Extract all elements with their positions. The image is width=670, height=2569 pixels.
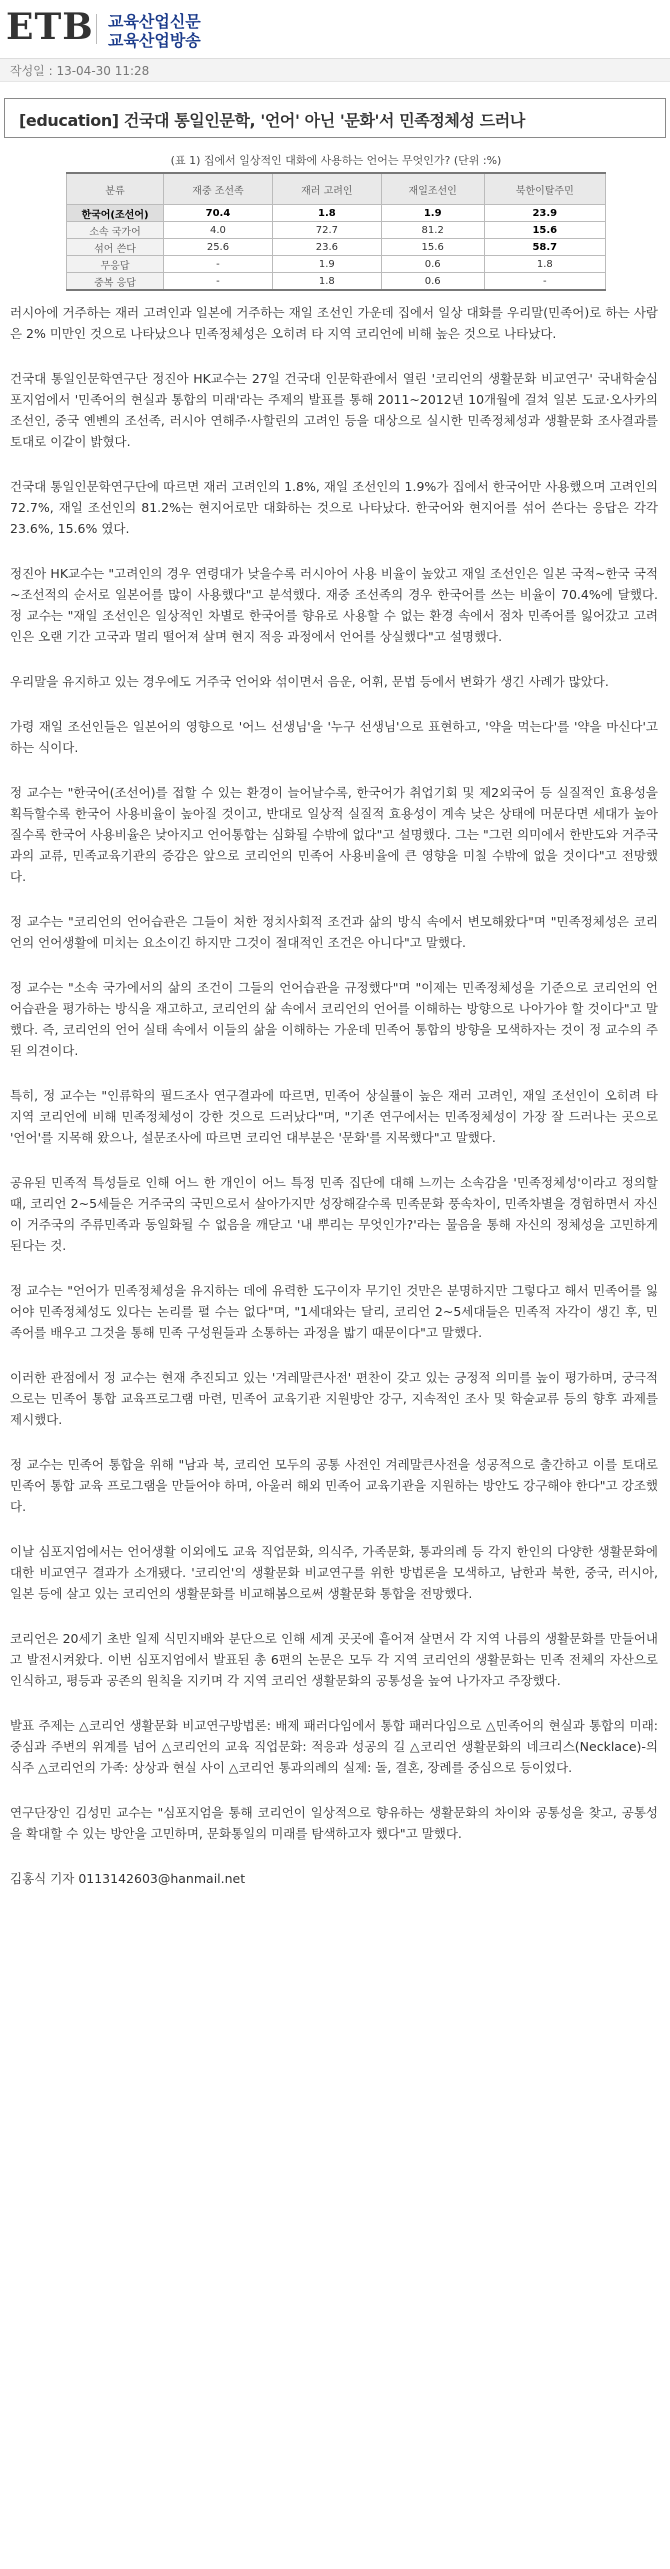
- table-cell: 23.6: [272, 239, 381, 256]
- table-cell: 81.2: [381, 222, 484, 239]
- article-paragraph: 정 교수는 "소속 국가에서의 삶의 조건이 그들의 언어습관을 규정했다"며 "이제는 민족정체성을 기준으로 코리언의 언어습관을 평가하는 방식을 재고하고, 코리언의 삶 속에서 코리언의 언어를 이해하는 방향으로 나아가야 할 것이다"고 말했다. 즉, 코리언의 언어 실태 속에서 이들의 삶을 이해하는 가운데 민족어 통합의 방향을 모색하자는 것이 정 교수의 주된 의견이다.: [10, 980, 658, 1058]
- article-paragraph: 코리언은 20세기 초반 일제 식민지배와 분단으로 인해 세계 곳곳에 흩어져 살면서 각 지역 나름의 생활문화를 만들어내고 발전시켜왔다. 이번 심포지엄에서 발표된 총 6편의 논문은 모두 각 지역 코리언의 생활문화는 민족 전체의 자산으로 인식하고, 평등과 공존의 원칙을 지키며 각 지역 코리언 생활문화의 공통성을 높여 나가자고 주장했다.: [10, 1631, 658, 1688]
- table-cell: 23.9: [484, 205, 605, 222]
- table-row: [67, 239, 606, 256]
- table-row: [67, 273, 606, 291]
- article-paragraph: 정 교수는 "코리언의 언어습관은 그들이 처한 정치사회적 조건과 삶의 방식 속에서 변모해왔다"며 "민족정체성은 코리언의 언어생활에 미치는 요소이긴 하지만 그것이 절대적인 조건은 아니다"고 말했다.: [10, 914, 658, 950]
- table-row: [67, 256, 606, 273]
- table-cell: 72.7: [272, 222, 381, 239]
- site-logo[interactable]: ETB: [6, 6, 94, 48]
- table-cell: 0.6: [381, 273, 484, 291]
- table-header-cell: 재중 조선족: [164, 173, 273, 205]
- table-row: [67, 205, 606, 222]
- table-header-cell: 북한이탈주민: [484, 173, 605, 205]
- table-cell: 25.6: [164, 239, 273, 256]
- table-cell: 4.0: [164, 222, 273, 239]
- brand-line-1[interactable]: 교육산업신문: [108, 12, 201, 31]
- table-cell: -: [484, 273, 605, 291]
- table-cell: 58.7: [484, 239, 605, 256]
- article-body: [10, 302, 658, 1913]
- article-paragraph: 정 교수는 "한국어(조선어)를 접할 수 있는 환경이 늘어날수록, 한국어가 취업기회 및 제2외국어 등 실질적인 효용성을 획득할수록 한국어 사용비율이 높아질 것이고, 반대로 일상적 실질적 효용성이 계속 낮은 상태에 머문다면 세대가 높아질수록 한국어 사용비율은 낮아지고 언어통합는 심화될 수밖에 없다"고 설명했다. 그는 "그런 의미에서 한반도와 거주국과의 교류, 민족교육기관의 증감은 앞으로 코리언의 민족어 사용비율에 큰 영향을 미칠 수밖에 없을 것이다"고 전망했다.: [10, 785, 658, 884]
- brand-names: [108, 12, 201, 50]
- article-paragraph: 러시아에 거주하는 재러 고려인과 일본에 거주하는 재일 조선인 가운데 집에서 일상 대화를 우리말(민족어)로 하는 사람은 2% 미만인 것으로 나타났으나 민족정체성은 오히려 타 지역 코리언에 비해 높은 것으로 나타났다.: [10, 305, 658, 341]
- site-header: [0, 0, 670, 58]
- article-headline: [education] 건국대 통일인문학, '언어' 아닌 '문화'서 민족정체성 드러나: [19, 111, 525, 130]
- article-paragraph: 연구단장인 김성민 교수는 "심포지엄을 통해 코리언이 일상적으로 향유하는 생활문화의 차이와 공통성을 찾고, 공통성을 확대할 수 있는 방안을 고민하며, 문화통일의 미래를 탐색하고자 했다"고 말했다.: [10, 1805, 658, 1841]
- table-cell: 1.9: [381, 205, 484, 222]
- article-paragraph: 특히, 정 교수는 "인류학의 필드조사 연구결과에 따르면, 민족어 상실률이 높은 재러 고려인, 재일 조선인이 오히려 타 지역 코리언에 비해 민족정체성이 강한 것으로 드러났다"며, "기존 연구에서는 민족정체성이 가장 잘 드러나는 곳으로 '언어'를 지목해 왔으나, 설문조사에 따르면 코리언 대부분은 '문화'를 지목했다"고 말했다.: [10, 1088, 658, 1145]
- table-header-row: [67, 173, 606, 205]
- table-row: [67, 222, 606, 239]
- article-paragraph: 가령 재일 조선인들은 일본어의 영향으로 '어느 선생님'을 '누구 선생님'으로 표현하고, '약을 먹는다'를 '약을 마신다'고 하는 식이다.: [10, 719, 658, 755]
- article-paragraph: 정 교수는 "언어가 민족정체성을 유지하는 데에 유력한 도구이자 무기인 것만은 분명하지만 그렇다고 해서 민족어를 잃어야 민족정체성도 있다는 논리를 펼 수는 없다"며, "1세대와는 달리, 코리언 2~5세대들은 민족적 자각이 생긴 후, 민족어를 배우고 그것을 통해 민족 구성원들과 소통하는 과정을 밟기 때문이다"고 말했다.: [10, 1283, 658, 1340]
- survey-table: [66, 172, 606, 291]
- headline-box: [4, 98, 666, 138]
- table-header-cell: 분류: [67, 173, 164, 205]
- article-paragraph: 우리말을 유지하고 있는 경우에도 거주국 언어와 섞이면서 음운, 어휘, 문법 등에서 변화가 생긴 사례가 많았다.: [10, 674, 609, 689]
- table-cell: 1.8: [272, 205, 381, 222]
- reporter-byline: 김홍식 기자 0113142603@hanmail.net: [10, 1871, 246, 1886]
- table-cell: 0.6: [381, 256, 484, 273]
- article-paragraph: 건국대 통일인문학연구단 정진아 HK교수는 27일 건국대 인문학관에서 열린 '코리언의 생활문화 비교연구' 국내학술심포지엄에서 '민족어의 현실과 통합의 미래'라는 주제의 발표를 통해 2011~2012년 10개월에 걸쳐 일본 도쿄·오사카의 조선인, 중국 옌볜의 조선족, 러시아 연해주·사할린의 고려인 등을 대상으로 실시한 민족정체성과 생활문화 조사결과를 토대로 이같이 밝혔다.: [10, 371, 658, 449]
- table-header-cell: 재일조선인: [381, 173, 484, 205]
- table-cell: 1.9: [272, 256, 381, 273]
- table-header-cell: 재러 고려인: [272, 173, 381, 205]
- table-cell: 1.8: [272, 273, 381, 291]
- table-cell: -: [164, 273, 273, 291]
- article-date: 작성일 : 13-04-30 11:28: [10, 64, 150, 78]
- survey-table-figure: [66, 150, 606, 291]
- article-paragraph: 정 교수는 민족어 통합을 위해 "남과 북, 코리언 모두의 공통 사전인 겨레말큰사전을 성공적으로 출간하고 이를 토대로 민족어 통합 교육 프로그램을 만들어야 하며, 아울러 해외 민족어 교육기관을 지원하는 방안도 강구해야 한다"고 강조했다.: [10, 1457, 658, 1514]
- article-paragraph: 이러한 관점에서 정 교수는 현재 추진되고 있는 '겨레말큰사전' 편찬이 갖고 있는 긍정적 의미를 높이 평가하며, 궁극적으로는 민족어 통합 교육프로그램 마련, 민족어 교육기관 지원방안 강구, 지속적인 조사 및 학술교류 등의 향후 과제를 제시했다.: [10, 1370, 658, 1427]
- table-cell: 15.6: [484, 222, 605, 239]
- table-cell: -: [164, 256, 273, 273]
- table-caption: (표 1) 집에서 일상적인 대화에 사용하는 언어는 무엇인가? (단위 :%): [170, 154, 502, 167]
- table-row-label: 소속 국가어: [67, 222, 164, 239]
- article-paragraph: 정진아 HK교수는 "고려인의 경우 연령대가 낮을수록 러시아어 사용 비율이 높았고 재일 조선인은 일본 국적~한국 국적~조선적의 순서로 일본어를 많이 사용했다"고 분석했다. 재중 조선족의 경우 한국어를 쓰는 비율이 70.4%에 달했다. 정 교수는 "재일 조선인은 일상적인 차별로 한국어를 향유로 사용할 수 없는 환경 속에서 점차 민족어를 잃어갔고 고려인은 오랜 기간 고국과 멀리 떨어져 살며 현지 적응 과정에서 언어를 상실했다"고 설명했다.: [10, 566, 658, 644]
- table-cell: 1.8: [484, 256, 605, 273]
- article-meta-bar: [0, 58, 670, 82]
- table-cell: 70.4: [164, 205, 273, 222]
- table-row-label: 한국어(조선어): [67, 205, 164, 222]
- brand-line-2[interactable]: 교육산업방송: [108, 31, 201, 50]
- article-paragraph: 건국대 통일인문학연구단에 따르면 재러 고려인의 1.8%, 재일 조선인의 1.9%가 집에서 한국어만 사용했으며 고려인의 72.7%, 재일 조선인의 81.2%는 현지어로만 대화하는 것으로 나타났다. 한국어와 현지어를 섞어 쓴다는 응답은 각각 23.6%, 15.6% 였다.: [10, 479, 658, 536]
- article-paragraph: 공유된 민족적 특성들로 인해 어느 한 개인이 어느 특정 민족 집단에 대해 느끼는 소속감을 '민족정체성'이라고 정의할 때, 코리언 2~5세들은 거주국의 국민으로서 살아가지만 성장해갈수록 민족문화 풍속차이, 민족차별을 경험하면서 자신이 거주국의 주류민족과 동일화될 수 없음을 깨닫고 '내 뿌리는 무엇인가?'라는 물음을 통해 자신의 정체성을 고민하게 된다는 것.: [10, 1175, 658, 1253]
- table-row-label: 중복 응답: [67, 273, 164, 291]
- table-cell: 15.6: [381, 239, 484, 256]
- table-row-label: 섞어 쓴다: [67, 239, 164, 256]
- article-paragraph: 이날 심포지엄에서는 언어생활 이외에도 교육 직업문화, 의식주, 가족문화, 통과의례 등 각지 한인의 다양한 생활문화에 대한 비교연구 결과가 소개됐다. '코리언'의 생활문화 비교연구를 위한 방법론을 모색하고, 남한과 북한, 중국, 러시아, 일본 등에 살고 있는 코리언의 생활문화를 비교해봄으로써 생활문화 통합을 전망했다.: [10, 1544, 658, 1601]
- logo-divider: [96, 14, 97, 44]
- article-paragraph: 발표 주제는 △코리언 생활문화 비교연구방법론: 배제 패러다임에서 통합 패러다임으로 △민족어의 현실과 통합의 미래: 중심과 주변의 위계를 넘어 △코리언의 교육 직업문화: 적응과 성공의 길 △코리언 생활문화의 네크리스(Necklace)-의식주 △코리언의 가족: 상상과 현실 사이 △코리언 통과의례의 실제: 돌, 결혼, 장례를 중심으로 등이었다.: [10, 1718, 658, 1775]
- table-row-label: 무응답: [67, 256, 164, 273]
